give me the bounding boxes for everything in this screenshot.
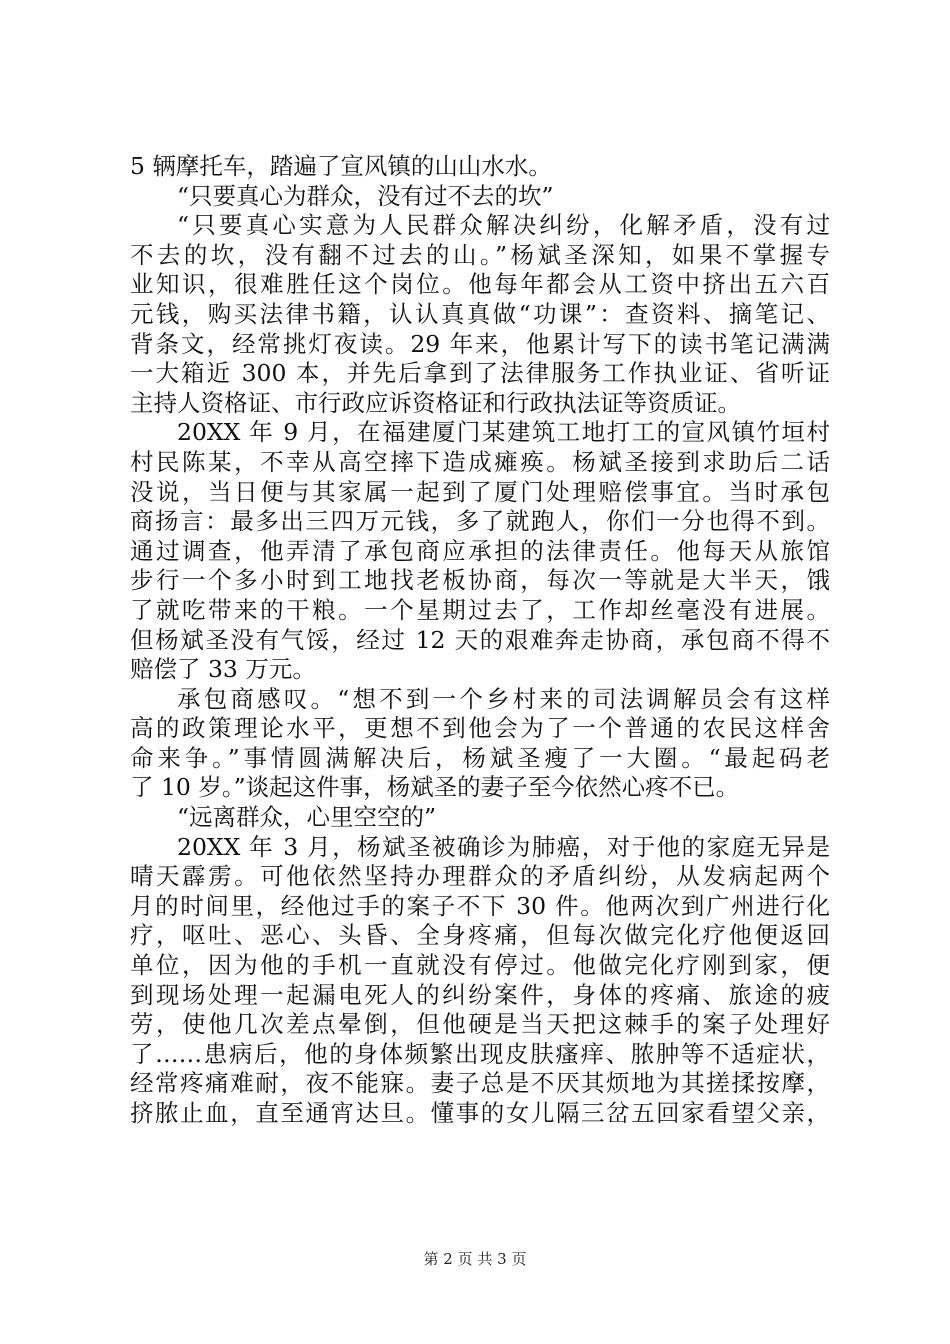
document-body xyxy=(130,152,830,1129)
text-line: 不去的坎，没有翻不过去的山。”杨斌圣深知，如果不掌握专 xyxy=(130,240,830,269)
text-line: 疗，呕吐、恶心、头昏、全身疼痛，但每次做完化疗他便返回 xyxy=(130,921,830,950)
text-line: 但杨斌圣没有气馁，经过 12 天的艰难奔走协商，承包商不得不 xyxy=(130,625,830,654)
text-line: 元钱，购买法律书籍，认认真真做“功课”：查资料、摘笔记、 xyxy=(130,299,830,328)
text-line: 单位，因为他的手机一直就没有停过。他做完化疗刚到家，便 xyxy=(130,951,830,980)
text-line: 20XX 年 3 月，杨斌圣被确诊为肺癌，对于他的家庭无异是 xyxy=(177,832,830,861)
text-line: 村民陈某，不幸从高空摔下造成瘫痪。杨斌圣接到求助后二话 xyxy=(130,447,830,476)
text-line: 背条文，经常挑灯夜读。29 年来，他累计写下的读书笔记满满 xyxy=(130,329,830,358)
section-heading: “远离群众，心里空空的” xyxy=(177,803,437,832)
text-line: 主持人资格证、市行政应诉资格证和行政执法证等资质证。 xyxy=(130,388,741,417)
text-line: 没说，当日便与其家属一起到了厦门处理赔偿事宜。当时承包 xyxy=(130,477,830,506)
text-line: 经常疼痛难耐，夜不能寐。妻子总是不厌其烦地为其搓揉按摩， xyxy=(130,1069,830,1098)
text-line: 承包商感叹。“想不到一个乡村来的司法调解员会有这样 xyxy=(177,684,830,713)
text-line: 一大箱近 300 本，并先后拿到了法律服务工作执业证、省听证 xyxy=(130,359,830,388)
section-heading: “只要真心为群众，没有过不去的坎” xyxy=(177,181,554,210)
text-line: 通过调查，他弄清了承包商应承担的法律责任。他每天从旅馆 xyxy=(130,536,830,565)
text-line: 业知识，很难胜任这个岗位。他每年都会从工资中挤出五六百 xyxy=(130,270,830,299)
page-footer xyxy=(0,1248,950,1269)
text-line: 步行一个多小时到工地找老板协商，每次一等就是大半天，饿 xyxy=(130,566,830,595)
text-line: 商扬言：最多出三四万元钱，多了就跑人，你们一分也得不到。 xyxy=(130,507,830,536)
text-line: 劳，使他几次差点晕倒，但他硬是当天把这棘手的案子处理好 xyxy=(130,1010,830,1039)
text-line: 赔偿了 33 万元。 xyxy=(130,655,316,684)
text-line: 到现场处理一起漏电死人的纠纷案件，身体的疼痛、旅途的疲 xyxy=(130,980,830,1009)
text-line: 命来争。”事情圆满解决后，杨斌圣瘦了一大圈。“最起码老 xyxy=(130,743,830,772)
text-line: 了……患病后，他的身体频繁出现皮肤瘙痒、脓肿等不适症状， xyxy=(130,1039,830,1068)
text-line: 5 辆摩托车，踏遍了宣风镇的山山水水。 xyxy=(130,152,552,180)
text-line: 月的时间里，经他过手的案子不下 30 件。他两次到广州进行化 xyxy=(130,891,830,920)
text-line: 挤脓止血，直至通宵达旦。懂事的女儿隔三岔五回家看望父亲， xyxy=(130,1099,830,1127)
text-line: 晴天霹雳。可他依然坚持办理群众的矛盾纠纷，从发病起两个 xyxy=(130,862,830,891)
page-number-label: 第 2 页 共 3 页 xyxy=(423,1250,527,1268)
text-line: 了 10 岁。”谈起这件事，杨斌圣的妻子至今依然心疼不已。 xyxy=(130,773,740,802)
text-line: 20XX 年 9 月，在福建厦门某建筑工地打工的宣风镇竹垣村 xyxy=(177,418,830,447)
text-line: 了就吃带来的干粮。一个星期过去了，工作却丝毫没有进展。 xyxy=(130,595,830,624)
text-line: “只要真心实意为人民群众解决纠纷，化解矛盾，没有过 xyxy=(177,211,830,240)
text-line: 高的政策理论水平，更想不到他会为了一个普通的农民这样舍 xyxy=(130,714,830,743)
